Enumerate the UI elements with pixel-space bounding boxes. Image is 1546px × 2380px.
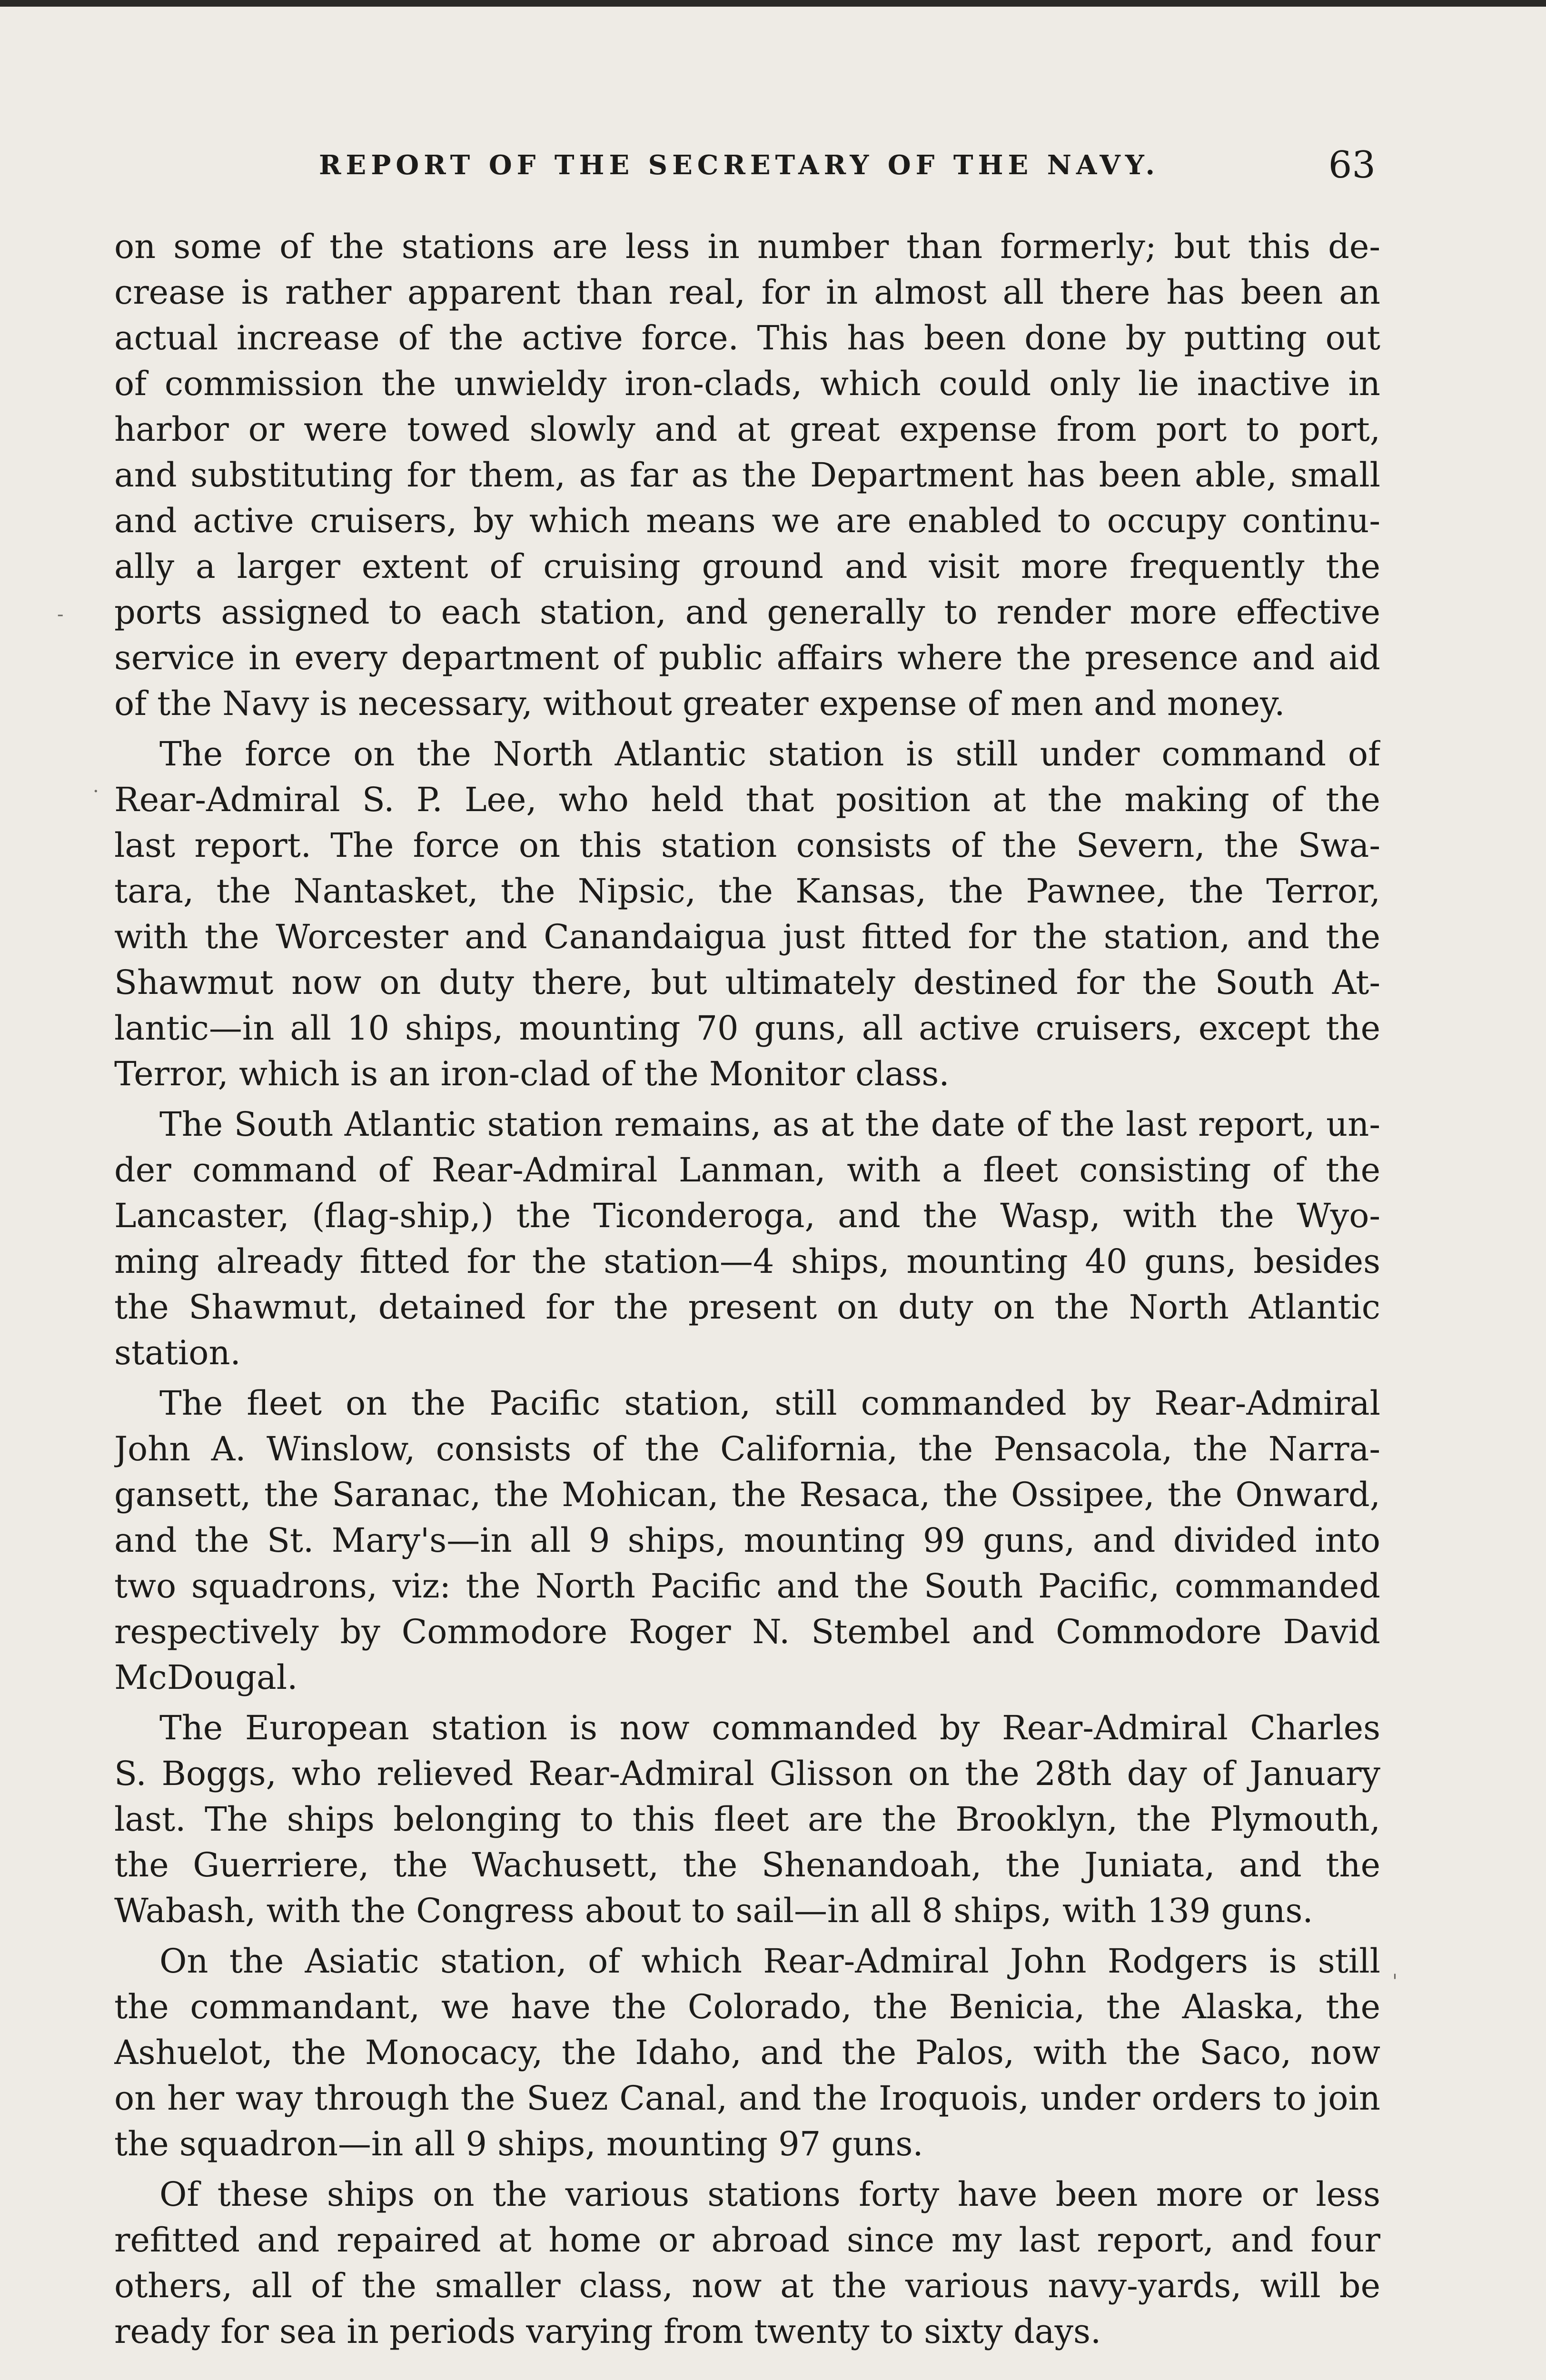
paragraph [114,731,1380,1097]
text-line: the squadron—in all 9 ships, mounting 97 guns. [114,2124,923,2163]
text-line: Of these ships on the various stations forty have been more or less [159,2175,1380,2214]
text-line: crease is rather apparent than real, for in almost all there has been an [114,273,1380,312]
text-line: and the St. Mary's—in all 9 ships, mounting 99 guns, and divided into [114,1521,1380,1560]
text-line: Terror, which is an iron-clad of the Monitor class. [114,1054,950,1093]
text-line: On the Asiatic station, of which Rear-Admiral John Rodgers is still [159,1942,1380,1981]
margin-speck: - [57,604,64,625]
margin-speck: · [93,781,99,803]
text-line: and substituting for them, as far as the Department has been able, small [114,456,1380,495]
text-line: refitted and repaired at home or abroad since my last report, and four [114,2221,1380,2260]
text-line: tara, the Nantasket, the Nipsic, the Kansas, the Pawnee, the Terror, [114,872,1380,911]
text-line: gansett, the Saranac, the Mohican, the Resaca, the Ossipee, the Onward, [114,1475,1380,1514]
text-line: service in every department of public affairs where the presence and aid [114,638,1380,677]
text-line: der command of Rear-Admiral Lanman, with a fleet consisting of the [114,1150,1380,1190]
margin-speck: ' [1392,1971,1397,1993]
text-line: the Guerriere, the Wachusett, the Shenandoah, the Juniata, and the [114,1845,1380,1884]
text-line: with the Worcester and Canandaigua just fitted for the station, and the [114,917,1380,956]
paragraph [114,1101,1380,1376]
page-number: 63 [1328,144,1376,187]
paragraph [114,1938,1380,2167]
text-line: others, all of the smaller class, now at the various navy-yards, will be [114,2266,1380,2305]
text-line: Ashuelot, the Monocacy, the Idaho, and the Palos, with the Saco, now [114,2033,1380,2072]
text-line: McDougal. [114,1658,298,1697]
text-line: on her way through the Suez Canal, and the Iroquois, under orders to join [114,2079,1380,2118]
paragraph [114,1380,1380,1700]
header-title: REPORT OF THE SECRETARY OF THE NAVY. [319,149,1160,181]
body-text [114,224,1380,2359]
text-line: the Shawmut, detained for the present on duty on the North Atlantic [114,1288,1380,1327]
text-line: lantic—in all 10 ships, mounting 70 guns, all active cruisers, except the [114,1009,1380,1048]
text-line: Lancaster, (flag-ship,) the Ticonderoga, and the Wasp, with the Wyo- [114,1196,1380,1235]
text-line: last report. The force on this station consists of the Severn, the Swa- [114,826,1380,865]
text-line: The force on the North Atlantic station is still under command of [159,734,1380,774]
text-line: of commission the unwieldy iron-clads, which could only lie inactive in [114,364,1380,403]
page-top-edge [0,0,1546,7]
text-line: ports assigned to each station, and generally to render more effective [114,593,1380,632]
text-line: respectively by Commodore Roger N. Stembel and Commodore David [114,1612,1380,1651]
text-line: The European station is now commanded by Rear-Admiral Charles [159,1708,1380,1747]
text-line: actual increase of the active force. This has been done by putting out [114,318,1380,357]
text-line: station. [114,1333,241,1372]
text-line: on some of the stations are less in number than formerly; but this de- [114,227,1380,266]
text-line: Shawmut now on duty there, but ultimately destined for the South At- [114,963,1380,1002]
text-line: The South Atlantic station remains, as at the date of the last report, un- [159,1105,1380,1144]
text-line: ready for sea in periods varying from twenty to sixty days. [114,2312,1101,2351]
text-line: ming already fitted for the station—4 ships, mounting 40 guns, besides [114,1242,1380,1281]
text-line: ally a larger extent of cruising ground and visit more frequently the [114,547,1380,586]
paragraph [114,2172,1380,2354]
text-line: John A. Winslow, consists of the California, the Pensacola, the Narra- [114,1429,1380,1468]
text-line: The fleet on the Pacific station, still commanded by Rear-Admiral [159,1384,1380,1423]
text-line: and active cruisers, by which means we are enabled to occupy continu- [114,501,1380,540]
text-line: Wabash, with the Congress about to sail—in all 8 ships, with 139 guns. [114,1891,1313,1930]
text-line: the commandant, we have the Colorado, the Benicia, the Alaska, the [114,1987,1380,2026]
running-header [119,134,1385,191]
text-line: S. Boggs, who relieved Rear-Admiral Glisson on the 28th day of January [114,1754,1380,1793]
paragraph [114,224,1380,726]
text-line: of the Navy is necessary, without greater expense of men and money. [114,684,1285,723]
text-line: last. The ships belonging to this fleet are the Brooklyn, the Plymouth, [114,1800,1380,1839]
paragraph [114,1705,1380,1934]
text-line: Rear-Admiral S. P. Lee, who held that position at the making of the [114,780,1380,819]
text-line: harbor or were towed slowly and at great expense from port to port, [114,410,1380,449]
text-line: two squadrons, viz: the North Pacific and the South Pacific, commanded [114,1567,1380,1606]
